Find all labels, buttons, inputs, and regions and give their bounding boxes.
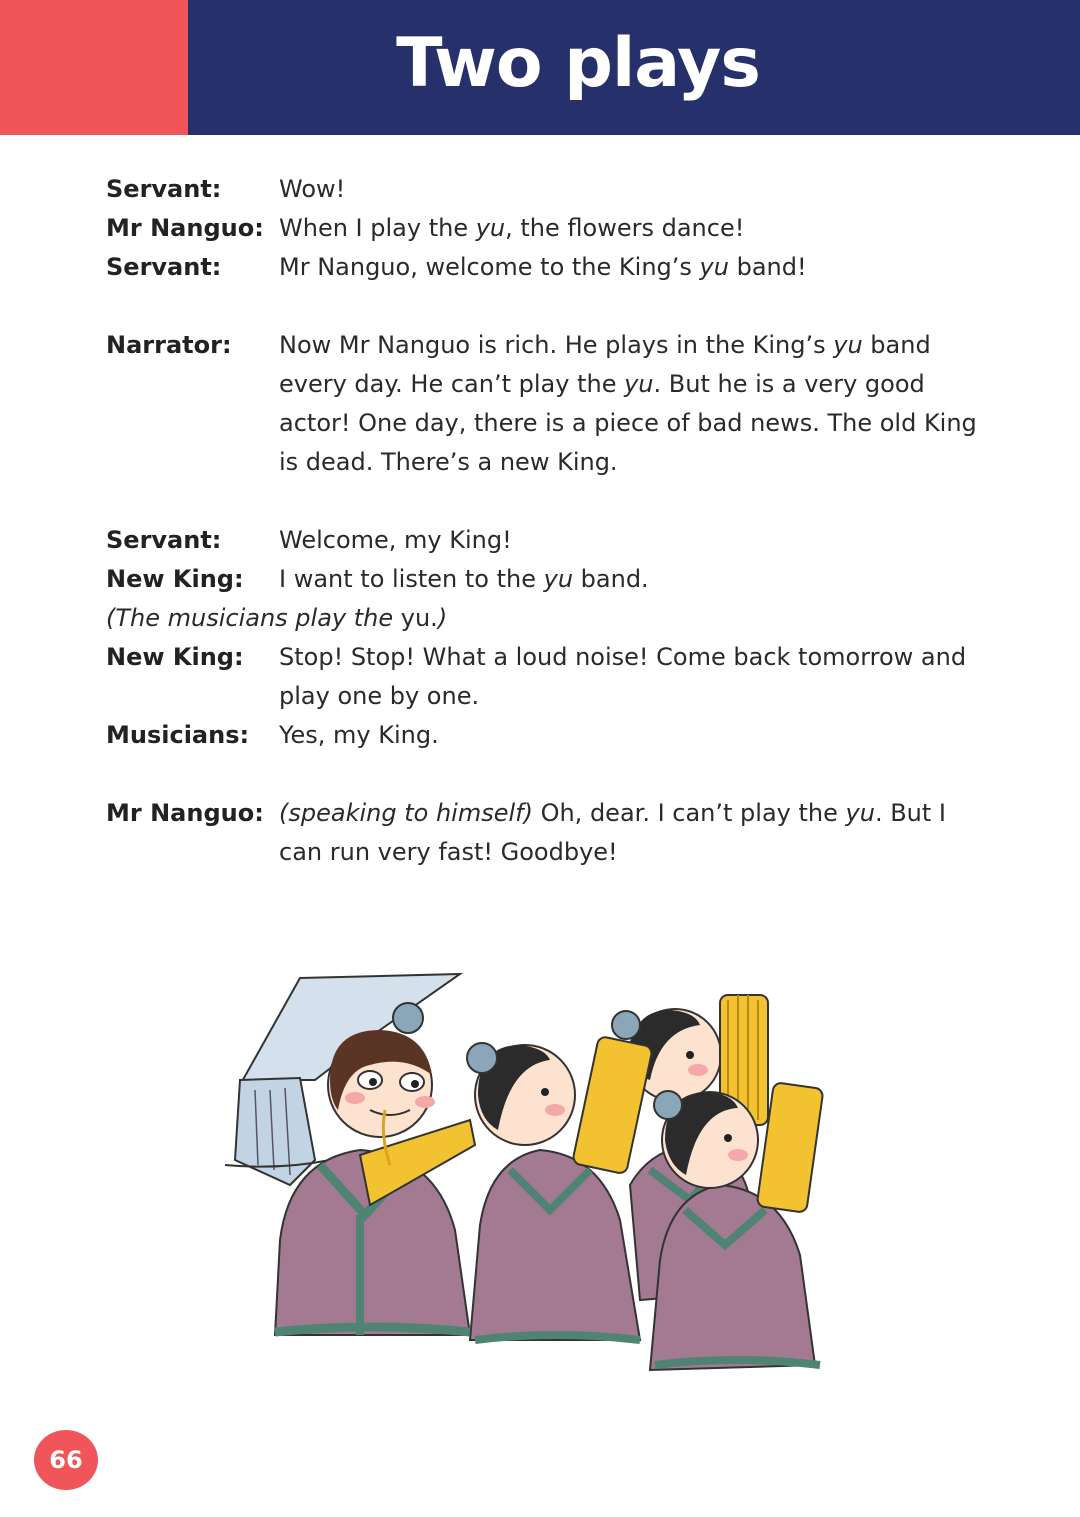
musician-front-right bbox=[650, 1082, 824, 1370]
speech-text bbox=[279, 794, 986, 872]
speaker-label: Musicians: bbox=[106, 721, 250, 749]
speech-text bbox=[279, 209, 986, 248]
script-line bbox=[106, 560, 986, 599]
speech-text: Welcome, my King! bbox=[279, 526, 512, 554]
script-line bbox=[106, 248, 986, 287]
speech-fragment: Oh, dear. I can’t play the bbox=[532, 799, 846, 827]
yu-word: yu bbox=[699, 253, 729, 281]
speech-text: Yes, my King. bbox=[279, 721, 439, 749]
section-gap bbox=[106, 482, 986, 521]
play-script bbox=[106, 170, 986, 872]
speaker-label: New King: bbox=[106, 565, 244, 593]
yu-instrument bbox=[572, 1036, 653, 1175]
script-line bbox=[106, 716, 986, 755]
stage-direction-fragment: ) bbox=[437, 604, 448, 632]
speech-text: Stop! Stop! What a loud noise! Come back tomorrow and play one by one. bbox=[279, 643, 967, 710]
yu-word: yu bbox=[833, 331, 863, 359]
speaker-label: Narrator: bbox=[106, 331, 232, 359]
script-line bbox=[106, 170, 986, 209]
stage-direction-fragment: (The musicians play the bbox=[106, 604, 401, 632]
speech-fragment: band every day. He can’t play the bbox=[279, 331, 931, 398]
yu-word: yu bbox=[845, 799, 875, 827]
stage-direction bbox=[106, 599, 986, 638]
script-line bbox=[106, 521, 986, 560]
section-gap bbox=[106, 755, 986, 794]
speech-text: Wow! bbox=[279, 175, 346, 203]
speaker-label: Servant: bbox=[106, 526, 222, 554]
script-line bbox=[106, 209, 986, 248]
speech-fragment: . But I can run very fast! Goodbye! bbox=[279, 799, 946, 866]
speech-fragment: , the flowers dance! bbox=[505, 214, 745, 242]
speech-fragment: Mr Nanguo, welcome to the King’s bbox=[279, 253, 700, 281]
speech-fragment: Now Mr Nanguo is rich. He plays in the King’s bbox=[279, 331, 834, 359]
script-line bbox=[106, 794, 986, 872]
speech-text bbox=[279, 560, 986, 599]
speaker-label: Mr Nanguo: bbox=[106, 214, 264, 242]
yu-word: yu bbox=[624, 370, 654, 398]
page-header bbox=[0, 0, 1080, 135]
speaker-label: Servant: bbox=[106, 253, 222, 281]
yu-word: yu bbox=[543, 565, 574, 593]
speaker-label: New King: bbox=[106, 643, 244, 671]
page-title: Two plays bbox=[396, 24, 760, 103]
speech-fragment: I want to listen to the bbox=[279, 565, 544, 593]
section-gap bbox=[106, 287, 986, 326]
script-line bbox=[106, 638, 986, 716]
page-number-badge: 66 bbox=[34, 1430, 98, 1490]
musicians-illustration bbox=[220, 970, 860, 1380]
speaker-label: Servant: bbox=[106, 175, 222, 203]
speech-fragment: band. bbox=[573, 565, 649, 593]
stage-aside: (speaking to himself) bbox=[279, 799, 533, 827]
script-line bbox=[106, 326, 986, 482]
speech-text bbox=[279, 326, 986, 482]
yu-word: yu bbox=[475, 214, 506, 242]
musician-middle bbox=[467, 1036, 653, 1340]
yu-word: yu. bbox=[400, 604, 438, 632]
speech-fragment: . But he is a very good actor! One day, there is a piece of bad news. The old King is dead. There’s a new King. bbox=[279, 370, 977, 476]
speech-fragment: band! bbox=[728, 253, 807, 281]
speaker-label: Mr Nanguo: bbox=[106, 799, 264, 827]
speech-text bbox=[279, 248, 986, 287]
header-accent-block bbox=[0, 0, 188, 135]
speech-fragment: When I play the bbox=[279, 214, 476, 242]
